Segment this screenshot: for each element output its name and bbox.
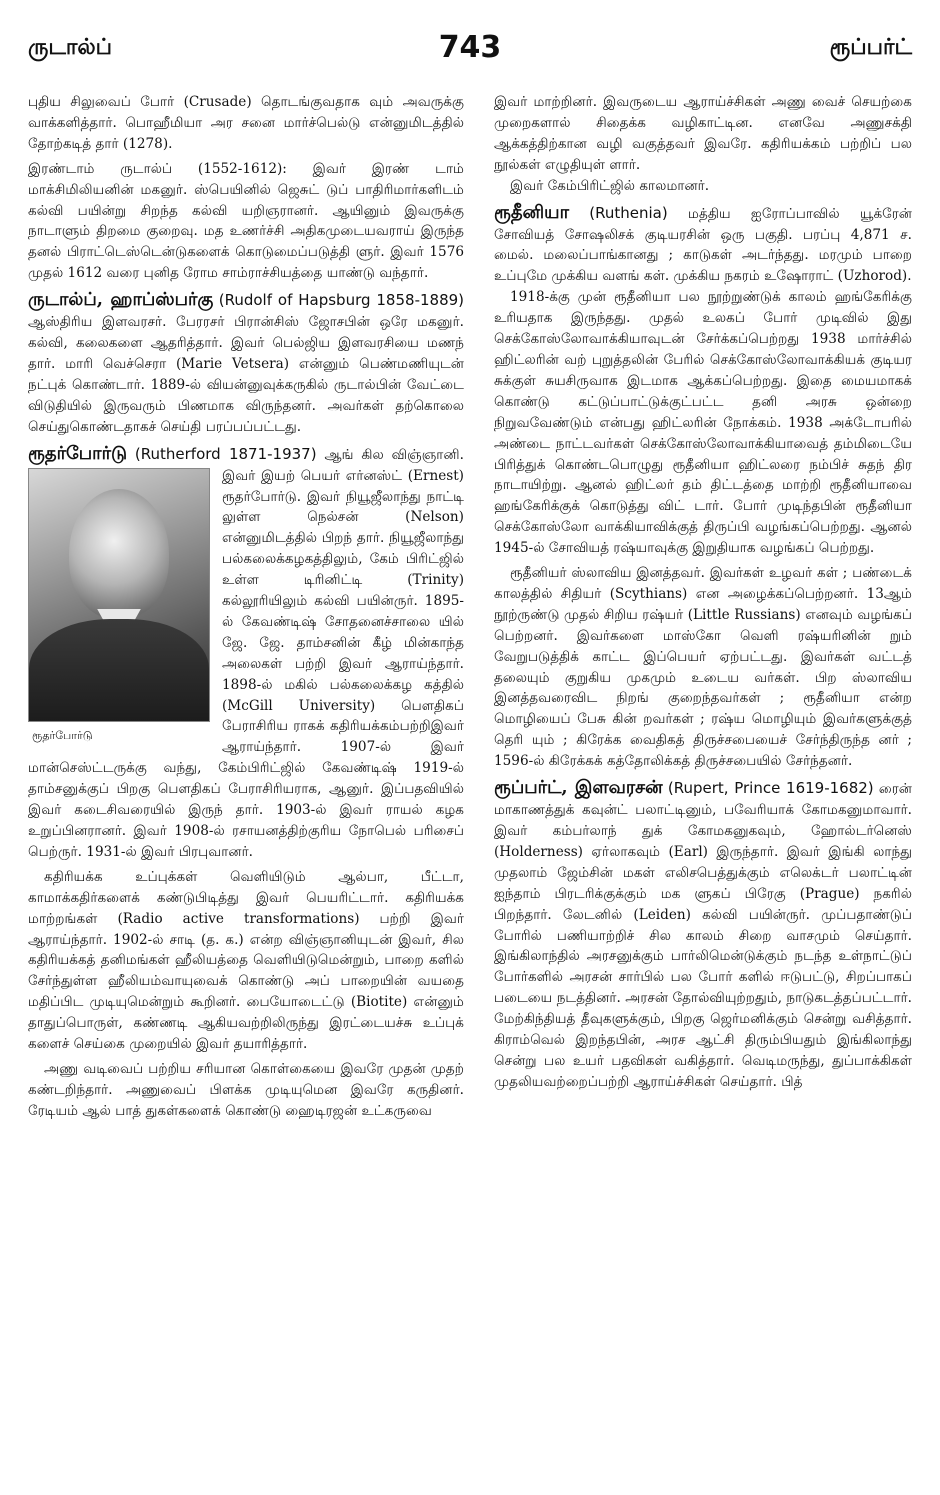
paragraph: 1918-க்கு முன் ரூதீனியா பல நூற்றுண்டுக் காலம் ஹங்கேரிக்கு உரியதாக இருந்தது. முதல் உலகப் போர் முடிவில் இது செக்கோஸ்லோவாக்கியாவுடன் சேர்க்கப்பெற்றது 1938 மார்ச்சில் ஹிட்லரின் வற் புறுத்தலின் பேரில் செக்கோஸ்லோவாக்கியக் குடியர சுக்குள் சுயசிருவாக இடமாக ஆக்கப்பெற்றது. இதை மையமாகக் கொண்டு கட்டுப்பாட்டுக்குட்பட்ட தனி அரசு ஒன்றை நிறுவவேண்டும் என்பது ஹிட்லரின் நோக்கம். 1938 அக்டோபரில் அண்டை நாட்டவர்கள் செக்கோஸ்லோவாக்கியாவைத் தம்மிடையே பிரித்துக் கொண்டபொழுது ரூதீனியா ஹிட்லரை நம்பிச் சுதந் திர நாடாயிற்று. ஆனல் ஹிட்லர் தம் திட்டத்தை மாற்றி ரூதீனியாவை ஹங்கேரிக்குக் கொடுத்து விட் டார். போர் முடிந்தபின் ரூதீனியா செக்கோஸ்லோ வாக்கியாவிக்குத் திருப்பி வழங்கப்பெற்றது. ஆனல் 1945-ல் சோவியத் ரஷ்யாவுக்கு இறுதியாக வழங்கப் பெற்றது. [494, 289, 912, 557]
right-column [494, 92, 912, 1093]
entry-text: ஆஸ்திரிய இளவரசர். பேரரசர் பிரான்சிஸ் ஜோசபின் ஒரே மகனுர். கல்வி, கலைகளை ஆதரித்தார். இவர் பெல்ஜிய இளவரசியை மணந் தார். மாரி வெச்செரா (Marie Vetsera) என்னும் பெண்மணியுடன் நட்புக் கொண்டார். 1889-ல் வியன்னுவுக்கருகில் ருடால்பின் வேட்டை விடுதியில் இருவரும் பிணமாக விருந்தனர். அவர்கள் தற்கொலை செய்துகொண்டதாகச் செய்தி பரப்பப்பட்டது. [28, 314, 464, 435]
paragraph: இவர் மாற்றினர். இவருடைய ஆராய்ச்சிகள் அணு வைச் செயற்கை முறைகளால் சிதைக்க வழிகாட்டின. எனவே அணுசக்தி ஆக்கத்திற்கான வழி வகுத்தவர் இவரே. கதிரியக்கம் பற்றிப் பல நூல்கள் எழுதியுள் ளார். [494, 94, 912, 173]
paragraph: ரூதீனியர் ஸ்லாவிய இனத்தவர். இவர்கள் உழவர் கள் ; பண்டைக் காலத்தில் சிதியர் (Scythians) என அழைக்கப்பெற்றனர். 13ஆம் நூற்ருண்டு முதல் சிறிய ரஷ்யர் (Little Russians) எனவும் வழங்கப் பெற்றனர். இவர்களை மாஸ்கோ வெளி ரஷ்யரினின் றும் வேறுபடுத்திக் காட்ட இப்பெயர் ஏற்பட்டது. இவர்கள் வட்டத் தலையும் குறுகிய முகமும் உடைய வர்கள். பிற ஸ்லாவிய இனத்தவரைவிட நிறங் குறைந்தவர்கள் ; ரூதீனியா என்ற மொழியைப் பேசு கின் றவர்கள் ; ரஷ்ய மொழியும் இவர்களுக்குத் தெரி யும் ; கிரேக்க வைதிகத் திருச்சபையைச் சேர்ந்திருந்த னர் ; 1596-ல் கிரேக்கக் கத்தோலிக்கத் திருச்சபையில் சேர்ந்தனர். [494, 565, 912, 770]
figure-caption: ரூதர்போர்டு [32, 728, 93, 742]
headword-latin: (Rupert, Prince 1619-1682) [667, 779, 874, 798]
paragraph: இரண்டாம் ருடால்ப் (1552-1612): இவர் இரண் டாம் மாக்சிமிலியனின் மகனுர். ஸ்பெயினில் ஜெசுட் டுப் பாதிரிமார்களிடம் கல்வி பயின்று சிறந்த கல்வி யறிஞரானர். ஆயினும் இவருக்கு நாடாளும் திறமை குறைவு. மத உணர்ச்சி அதிகமுடையவராய் இருந்த தனல் பிராட்டெஸ்டென்டுகளைக் கொடுமைப்படுத்தி ளுர். இவர் 1576 முதல் 1612 வரை புனித ரோம சாம்ராச்சியத்தை யாண்டு வந்தார். [28, 160, 464, 282]
paragraph: புதிய சிலுவைப் போர் (Crusade) தொடங்குவதாக வும் அவருக்கு வாக்களித்தார். பொஹீமியா அர சனை மார்ச்பெல்டு என்னுமிடத்தில் தோற்கடித் தார் (1278). [28, 94, 464, 152]
headword: ரூதர்போர்டு [28, 442, 128, 464]
entry-text: மத்திய ஐரோப்பாவில் யூக்ரேன் சோவியத் சோஷலிசக் குடியரசின் ஒரு பகுதி. பரப்பு 4,871 ச. மைல். மலைப்பாங்கானது ; காடுகள் அடர்ந்தது. மரமும் பாறை உப்புமே முக்கிய வளங் கள். முக்கிய நகரம் உஷோராட் (Uzhorod). [494, 205, 912, 285]
headword-latin: (Rudolf of Hapsburg 1858-1889) [218, 291, 465, 310]
headword: ருடால்ப், ஹாப்ஸ்பர்கு [28, 289, 214, 311]
paragraph: இவர் கேம்பிரிட்ஜில் காலமானர். [510, 177, 710, 194]
entry-rupert [494, 776, 912, 1093]
running-head-left: ருடால்ப் [28, 34, 113, 60]
entry-ruthenia [494, 201, 912, 288]
headword-latin: (Ruthenia) [589, 203, 668, 222]
headword: ரூப்பர்ட், இளவரசன் [494, 777, 663, 799]
left-column [28, 92, 464, 1122]
entry-rudolf-hapsburg [28, 288, 464, 437]
headword-latin: (Rutherford 1871-1937) [134, 444, 317, 463]
entry-rutherford [28, 442, 464, 863]
page-header [28, 30, 912, 80]
entry-text: ஆங் கில விஞ்ஞானி. இவர் இயற் பெயர் எர்னஸ்ட் (Ernest) ரூதர்போர்டு. இவர் நியூஜீலாந்து நாட்டி லுள்ள நெல்சன் (Nelson) என்னுமிடத்தில் பிறந் தார். நியூஜீலாந்து பல்கலைக்கழகத்திலும், கேம் பிரிட்ஜில் உள்ள டிரினிட்டி (Trinity) கல்லூரியிலும் கல்வி பயின்ருர். 1895-ல் கேவண்டிஷ் சோதனைச்சாலை யில் ஜே. ஜே. தாம்சனின் கீழ் மின்காந்த அலைகள் பற்றி இவர் ஆராய்ந்தார். 1898-ல் மகில் பல்கலைக்கழ கத்தில் (McGill University) பௌதிகப் பேராசிரிய ராகக் கதிரியக்கம்பற்றிஇவர் ஆராய்ந்தார். 1907-ல் இவர் மான்செஸ்ட்டருக்கு வந்து, கேம்பிரிட்ஜில் கேவண்டிஷ் 1919-ல் தாம்சனுக்குப் பிறகு பௌதிகப் பேராசிரியராக, ஆனுர். இப்பதவியில் இவர் கடைசிவரையில் இருந் தார். 1903-ல் இவர் ராயல் கழக உறுப்பினரானர். இவர் 1908-ல் ரசாயனத்திற்குரிய நோபெல் பரிசைப் பெற்ருர். 1931-ல் இவர் பிரபுவானர். [28, 446, 464, 860]
running-head-right: ரூப்பர்ட் [829, 34, 912, 60]
page-number: 743 [438, 30, 502, 65]
entry-text: ரைன் மாகாணத்துக் கவுன்ட் பலாட்டினும், பவேரியாக் கோமகனுமாவார். இவர் கம்பர்லாந் துக் கோமகனுகவும், ஹோல்டர்னெஸ் (Holderness) ஏர்லாகவும் (Earl) இருந்தார். இவர் இங்கி லாந்து முதலாம் ஜேம்சின் மகள் எலிசபெத்துக்கும் எலெக்டர் பலாட்டின் ஐந்தாம் பிரடரிக்குக்கும் மக ளுகப் பிரேகு (Prague) நகரில் பிறந்தார். லேடனில் (Leiden) கல்வி பயின்ருர். முப்பதாண்டுப் போரில் பணியாற்றிச் சில காலம் சிறை வாசமும் செய்தார். இங்கிலாந்தில் அரசனுக்கும் பார்லிமென்டுக்கும் நடந்த உள்நாட்டுப் போர்களில் அரசன் சார்பில் பல போர் களில் ஈடுபட்டு, சிறப்பாகப் படையை நடத்தினர். அரசன் தோல்வியுற்றதும், நாடுகடத்தப்பட்டார். மேற்கிந்தியத் தீவுகளுக்கும், பிறகு ஜெர்மனிக்கும் சென்று வசித்தார். கிராம்வெல் இறந்தபின், அரச ஆட்சி திரும்பியதும் இங்கிலாந்து சென்று பல உயர் பதவிகள் வகித்தார். வெடிமருந்து, துப்பாக்கிகள் முதலியவற்றைப்பற்றி ஆராய்ச்சிகள் செய்தார். பித் [494, 781, 912, 1090]
headword: ரூதீனியா [494, 201, 569, 223]
paragraph: கதிரியக்க உப்புக்கள் வெளியிடும் ஆல்பா, பீட்டா, காமாக்கதிர்களைக் கண்டுபிடித்து இவர் பெயரிட்டார். கதிரியக்க மாற்றங்கள் (Radio active transformations) பற்றி இவர் ஆராய்ந்தார். 1902-ல் சாடி (த. க.) என்ற விஞ்ஞானியுடன் இவர், சில கதிரியக்கத் தனிமங்கள் ஹீலியத்தை வெளியிடுமென்றும், பாறை களில் சேர்ந்துள்ள ஹீலியம்வாயுவைக் கொண்டு அப் பாறையின் வயதை மதிப்பிட முடியுமென்றும் கூறினர். பையோடைட்டு (Biotite) என்னும் தாதுப்பொருள், கண்ணடி ஆகியவற்றிலிருந்து இரட்டையச்சு உப்புக் களைச் செய்கை முறையில் இவர் தயாரித்தார். [28, 868, 464, 1053]
paragraph: அணு வடிவைப் பற்றிய சரியான கொள்கையை இவரே முதன் முதற் கண்டறிந்தார். அணுவைப் பிளக்க முடியுமென இவரே கருதினர். ரேடியம் ஆல் பாத் துகள்களைக் கொண்டு ஹைடிரஜன் உட்கருவை [28, 1060, 464, 1119]
rutherford-portrait [28, 468, 210, 722]
portrait-figure [28, 468, 210, 747]
